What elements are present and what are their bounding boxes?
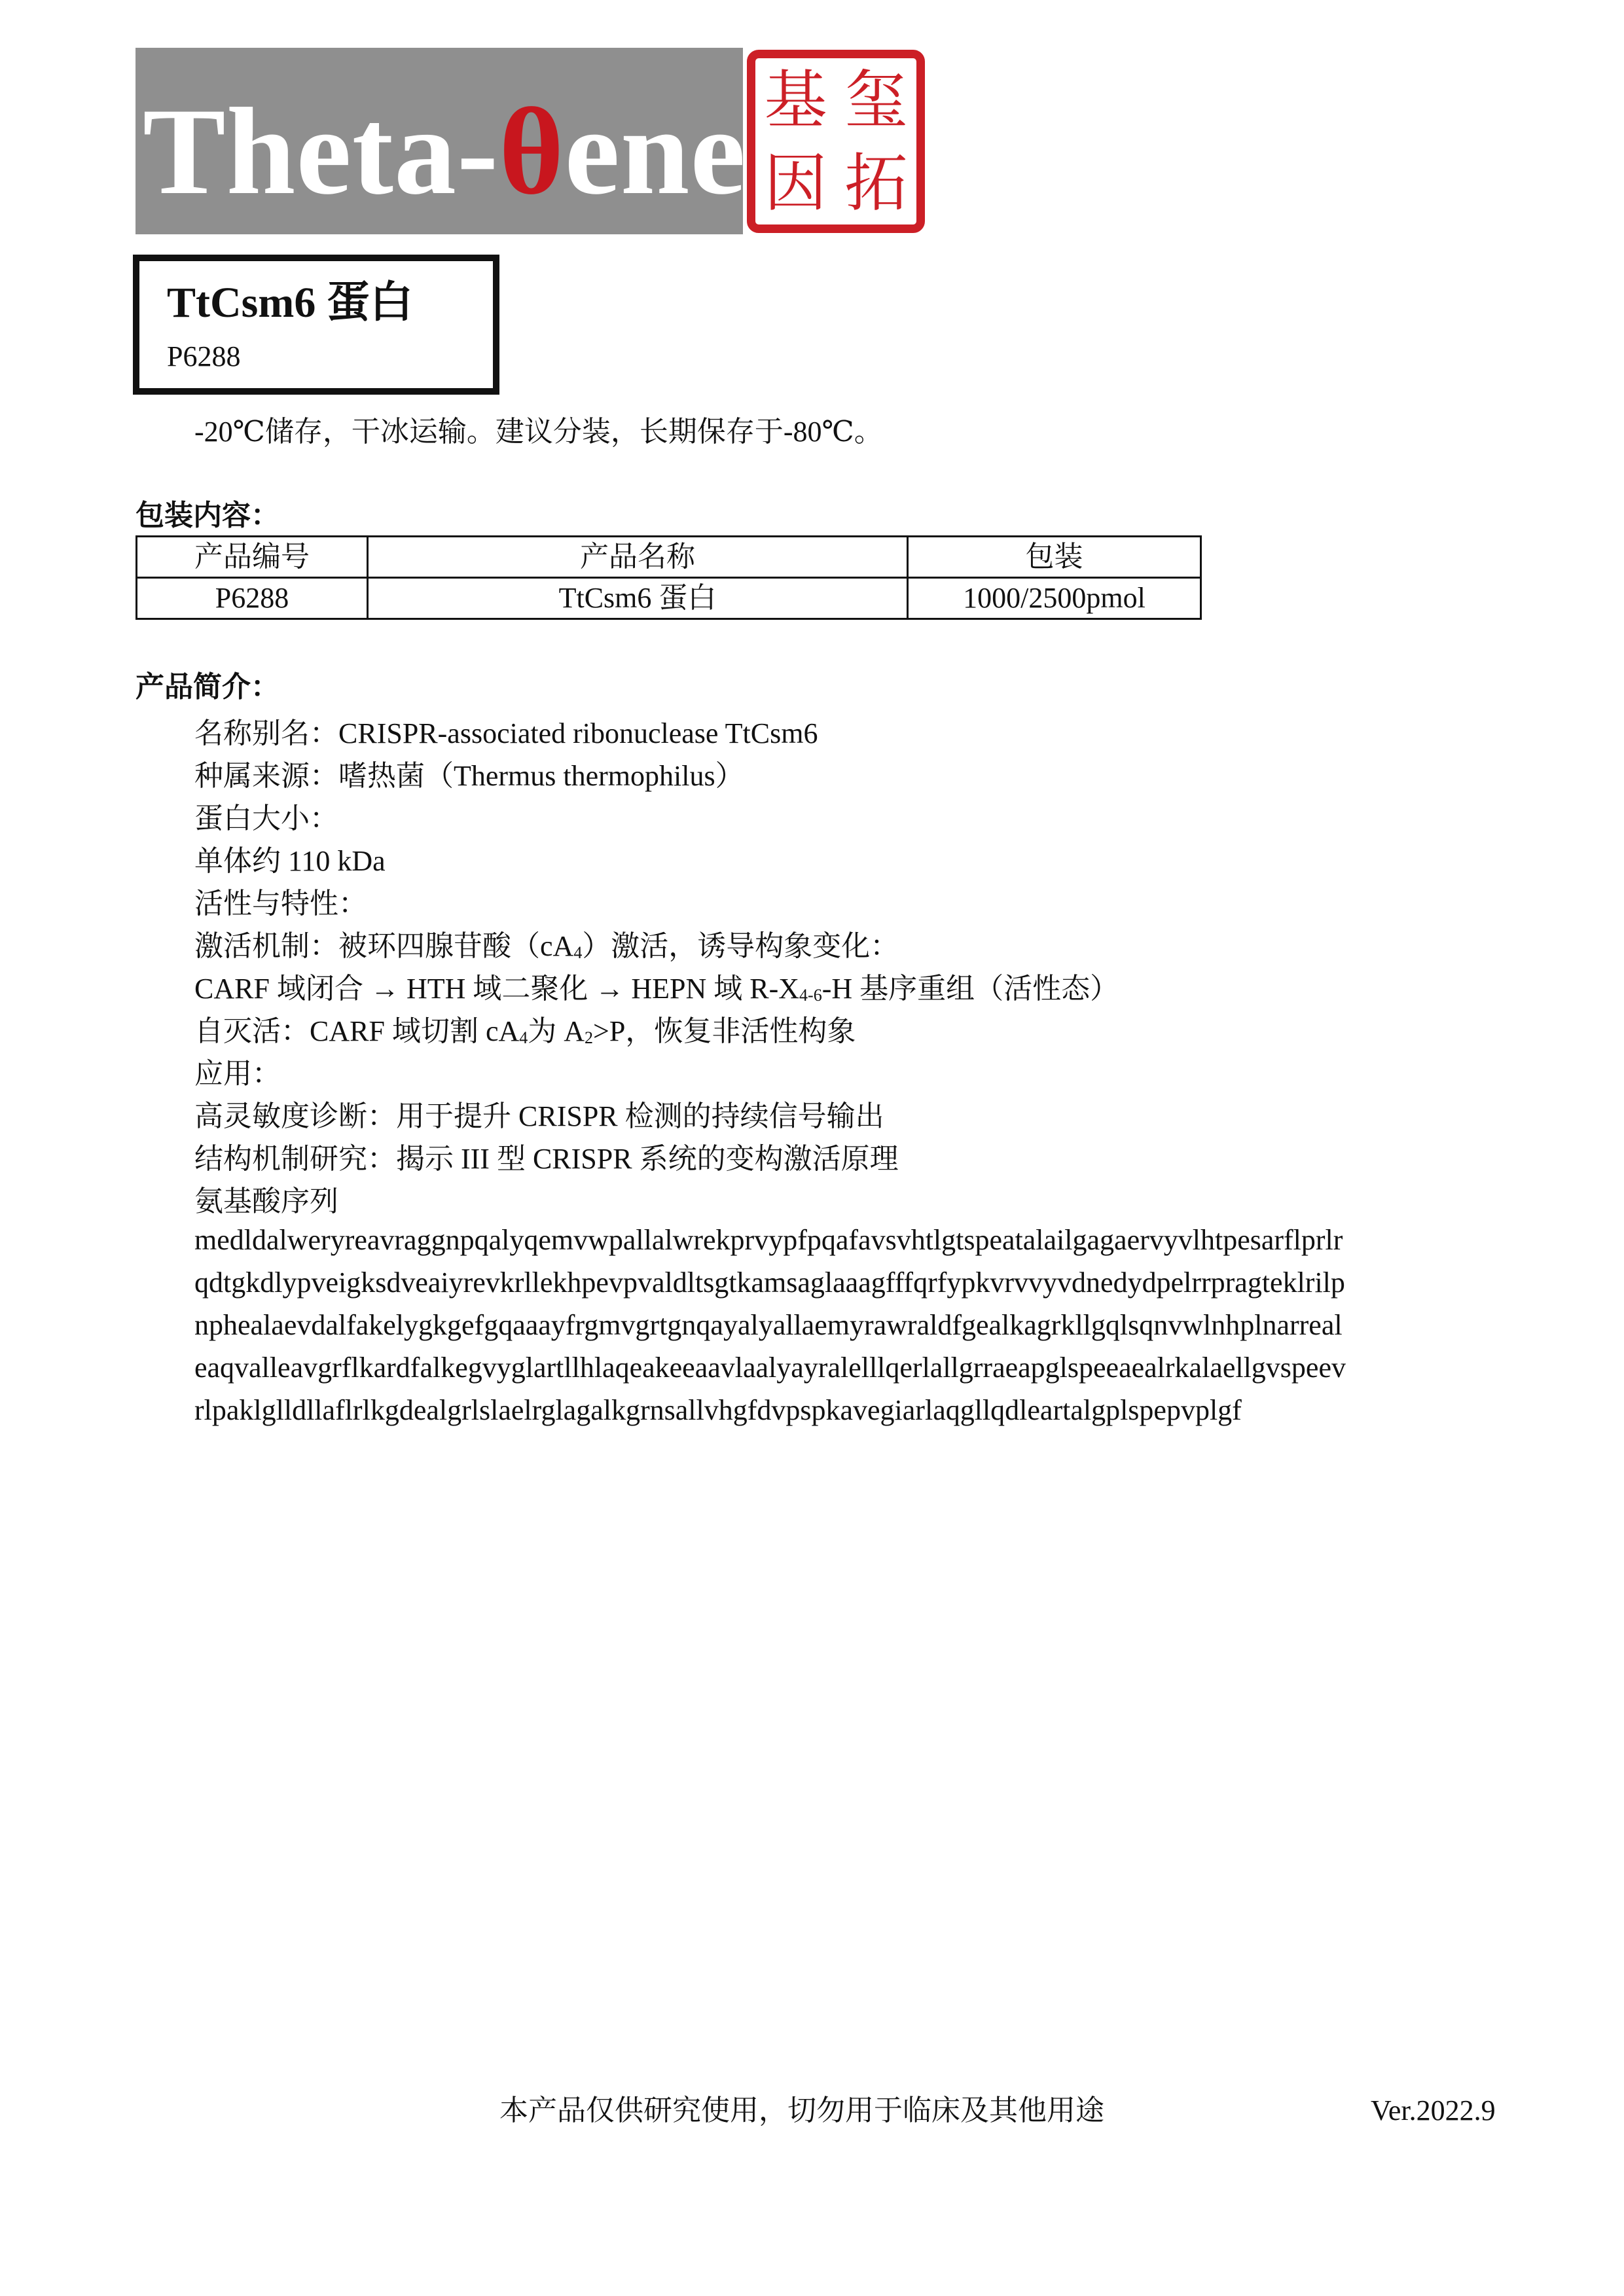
seal-char: 因 [764,146,827,220]
table-header-cell: 产品编号 [137,537,368,578]
product-title: TtCsm6 蛋白 [167,279,413,327]
brand-seal-logo [747,50,925,233]
sequence-line: medldalweryreavraggnpqalyqemvwpallalwrekprvypfpqafavsvhtlgtspeatalailgagaervyvlhtpesarflprlr [194,1224,1343,1256]
intro-body [194,712,1530,1223]
packaging-heading: 包装内容： [135,499,280,531]
theta-symbol: θ [499,83,565,221]
product-title-box [133,255,499,395]
mechanism-line: 激活机制：被环四腺苷酸$(cA_4)$激活，诱导构象变化： [194,930,899,962]
packaging-table [135,535,1202,620]
size-value: 单体约 110 kDa [194,845,386,877]
alias-line: 名称别名：CRISPR-associated ribonuclease TtCsm6 [194,717,818,749]
sequence-line: rlpaklglldllaflrlkgdealgrlslaelrglagalkgrnsallvhgfdvpspkavegiarlaqgllqdleartalgplspepvplgf [194,1394,1242,1426]
self-inactivation-line: 自灭活：CARF 域切割 $cA_4$为 $A_2>P$，恢复非活性构象 [194,1015,856,1047]
storage-note: -20℃储存，干冰运输。建议分装，长期保存于-80℃。 [194,416,883,448]
table-cell: TtCsm6 蛋白 [368,578,908,619]
sequence-line: qdtgkdlypveigksdveaiyrevkrllekhpevpvaldltsgtkamsaglaaagfffqrfypkvrvvyvdnedydpelrrpragteklrilp [194,1266,1345,1299]
table-cell: 1000/2500pmol [908,578,1201,619]
source-line: 种属来源：嗜热菌（Thermus thermophilus） [194,760,744,792]
table-cell: P6288 [137,578,368,619]
conformation-line: CARF 域闭合 → HTH 域二聚化 → HEPN 域 $R-X_{4-6}-H$ 基序重组（活性态） [194,973,1119,1005]
table-header-cell: 包装 [908,537,1201,578]
sequence-line: eaqvalleavgrflkardfalkegvyglartllhlaqeakeeaavlaalyayralelllqerlallgrraeapglspeeaealrkalaellgvspeev [194,1352,1346,1384]
table-header-cell: 产品名称 [368,537,908,578]
activity-label: 活性与特性： [194,888,367,920]
sequence-label: 氨基酸序列 [194,1185,338,1217]
brand-logo-text: Theta-θene [143,83,746,221]
footer-disclaimer: 本产品仅供研究使用，切勿用于临床及其他用途 [499,2094,1104,2126]
seal-char: 基 [764,63,827,137]
application-item: 高灵敏度诊断：用于提升 CRISPR 检测的持续信号输出 [194,1100,884,1132]
size-label: 蛋白大小： [194,802,338,834]
amino-acid-sequence [194,1219,1510,1431]
intro-heading: 产品简介： [135,671,280,703]
application-item: 结构机制研究：揭示 III 型 CRISPR 系统的变构激活原理 [194,1143,899,1175]
table-header-row [137,537,1201,578]
footer-version: Ver.2022.9 [1371,2094,1496,2126]
seal-char: 玺 [844,63,908,137]
seal-char: 拓 [844,146,908,220]
product-code: P6288 [167,340,241,372]
sequence-line: nphealaevdalfakelygkgefgqaaayfrgmvgrtgnqayalyallaemyrawraldfgealkagrkllgqlsqnvwlnhplnarreal [194,1309,1343,1341]
application-label: 应用： [194,1058,281,1090]
table-row [137,578,1201,619]
